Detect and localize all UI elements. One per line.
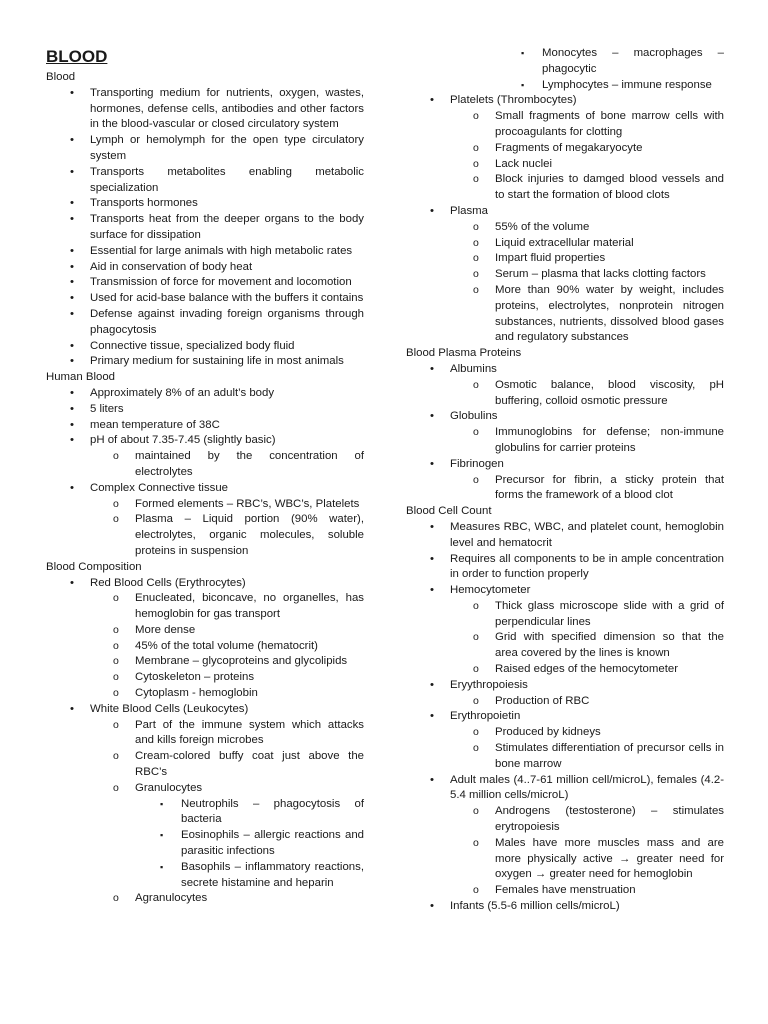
list-item-text: Primary medium for sustaining life in most animals [90, 355, 344, 368]
list-item-text: Eryythropoiesis [450, 678, 528, 691]
bullet-list-level-2 [450, 220, 724, 346]
list-item-text: Osmotic balance, blood viscosity, pH buffering, colloid osmotic pressure [495, 378, 724, 407]
list-item [495, 883, 724, 899]
list-item [90, 86, 364, 133]
list-item-text: Albumins [450, 362, 497, 375]
list-item-text: Platelets (Thrombocytes) [450, 94, 577, 107]
list-item-text: Formed elements – RBC’s, WBC’s, Platelets [135, 497, 360, 510]
list-item-text: Cytoskeleton – proteins [135, 671, 255, 684]
list-item-text: Males have more muscles mass and are more physically active → greater need for oxygen → greater need for hemoglobin [495, 836, 724, 881]
list-item [90, 133, 364, 165]
list-item [450, 773, 724, 899]
list-item [90, 433, 364, 480]
list-item-text: Membrane – glycoproteins and glycolipids [135, 655, 348, 668]
list-item [495, 662, 724, 678]
list-item-text: Adult males (4..7-61 million cell/microL), females (4.2-5.4 million cells/microL) [450, 773, 724, 802]
bullet-list-level-2 [450, 694, 724, 710]
list-item [450, 709, 724, 772]
list-item-text: Plasma – Liquid portion (90% water), electrolytes, organic molecules, soluble proteins in suspension [135, 513, 364, 557]
section-heading: Blood Composition [46, 560, 142, 573]
list-item [90, 354, 364, 370]
list-item-text: mean temperature of 38C [90, 418, 220, 431]
list-item-text: Red Blood Cells (Erythrocytes) [90, 576, 246, 589]
list-item [495, 378, 724, 410]
list-item-text: Immunoglobins for defense; non-immune globulins for carrier proteins [495, 426, 724, 454]
list-item [450, 93, 724, 204]
list-item [90, 260, 364, 276]
list-item [135, 497, 364, 513]
list-item [135, 449, 364, 481]
list-item-text: Enucleated, biconcave, no organelles, has hemoglobin for gas transport [135, 592, 364, 621]
bullet-list-level-1 [46, 86, 364, 370]
list-item [90, 339, 364, 355]
document-title: BLOOD [46, 47, 108, 66]
list-item [450, 552, 724, 584]
section-heading: Blood [46, 71, 76, 83]
list-item [495, 425, 724, 457]
list-item [90, 196, 364, 212]
list-item [135, 654, 364, 670]
list-item-text: Hemocytometer [450, 584, 531, 597]
bullet-list-level-2 [450, 599, 724, 678]
section-heading: Blood Cell Count [406, 505, 492, 518]
bullet-list-level-1 [46, 386, 364, 560]
bullet-list-level-2 [90, 449, 364, 481]
list-item [495, 630, 724, 662]
list-item-text: Monocytes – macrophages – phagocytic [542, 47, 724, 75]
list-item [181, 828, 364, 860]
list-item-text: More dense [135, 623, 196, 636]
list-item-text: Agranulocytes [135, 892, 208, 905]
list-item [90, 702, 364, 907]
list-item-text: maintained by the concentration of electrolytes [135, 450, 364, 478]
list-item-text: Transports heat from the deeper organs to the body surface for dissipation [90, 213, 364, 241]
list-item [495, 251, 724, 267]
list-item [135, 891, 364, 907]
list-item-text: Essential for large animals with high metabolic rates [90, 244, 353, 257]
left-column [46, 46, 364, 907]
bullet-list-level-2 [90, 497, 364, 560]
list-item [90, 386, 364, 402]
list-item [450, 583, 724, 678]
list-item-text: Raised edges of the hemocytometer [495, 663, 678, 676]
bullet-list-level-2 [450, 378, 724, 410]
list-item-text: Defense against invading foreign organisms through phagocytosis [90, 307, 364, 336]
list-item-text: Fragments of megakaryocyte [495, 141, 643, 154]
list-item-text: Granulocytes [135, 781, 203, 794]
list-item [495, 141, 724, 157]
list-item [495, 741, 724, 773]
bullet-list-level-3 [135, 797, 364, 892]
bullet-list-level-3 [406, 46, 724, 93]
list-item [450, 362, 724, 409]
list-item-text: Cytoplasm - hemoglobin [135, 687, 258, 700]
list-item [135, 718, 364, 750]
list-item [135, 686, 364, 702]
list-item-text: Cream-colored buffy coat just above the RBC’s [135, 750, 364, 779]
list-item [495, 804, 724, 836]
list-item [495, 157, 724, 173]
list-item [450, 899, 724, 915]
list-item [135, 623, 364, 639]
bullet-list-level-1 [406, 520, 724, 915]
list-item [135, 591, 364, 623]
list-item [135, 670, 364, 686]
list-item [450, 678, 724, 710]
list-item-text: Precursor for fibrin, a sticky protein that forms the framework of a blood clot [495, 473, 724, 502]
list-item-text: Plasma [450, 204, 488, 217]
list-item [90, 402, 364, 418]
list-item [495, 694, 724, 710]
list-item [181, 797, 364, 829]
list-item [450, 457, 724, 504]
list-item [495, 836, 724, 883]
bullet-list-level-2 [450, 473, 724, 505]
bullet-list-level-2 [90, 591, 364, 702]
list-item-text: Lack nuclei [495, 157, 552, 170]
list-item [495, 172, 724, 204]
list-item-text: 55% of the volume [495, 220, 590, 233]
bullet-list-level-2 [450, 109, 724, 204]
list-item-text: Measures RBC, WBC, and platelet count, hemoglobin level and hematocrit [450, 520, 724, 549]
list-item-text: Thick glass microscope slide with a grid of perpendicular lines [495, 599, 724, 628]
bullet-list-level-2 [450, 804, 724, 899]
list-item-text: Complex Connective tissue [90, 481, 229, 494]
list-item [90, 244, 364, 260]
list-item [90, 481, 364, 560]
list-item-text: Transmission of force for movement and locomotion [90, 276, 352, 289]
list-item-text: Lymphocytes – immune response [542, 78, 712, 91]
list-item-text: Stimulates differentiation of precursor cells in bone marrow [495, 742, 724, 770]
list-item-text: Approximately 8% of an adult’s body [90, 386, 275, 399]
list-item-text: Erythropoietin [450, 710, 521, 723]
list-item [542, 46, 724, 78]
list-item-text: Liquid extracellular material [495, 236, 634, 249]
list-item [90, 291, 364, 307]
list-item-text: Infants (5.5-6 million cells/microL) [450, 900, 620, 913]
list-item-text: Aid in conservation of body heat [90, 260, 253, 273]
list-item [495, 109, 724, 141]
list-item-text: Transports metabolites enabling metabolic specialization [90, 165, 364, 194]
bullet-list-level-1 [406, 93, 724, 346]
list-item [542, 78, 724, 94]
bullet-list-level-2 [450, 425, 724, 457]
list-item [90, 576, 364, 702]
bullet-list-level-1 [46, 576, 364, 908]
list-item-text: Connective tissue, specialized body fluid [90, 339, 295, 352]
list-item-text: Grid with specified dimension so that the area covered by the lines is known [495, 631, 724, 660]
list-item-text: Eosinophils – allergic reactions and parasitic infections [181, 829, 364, 858]
list-item [135, 512, 364, 559]
list-item-text: Basophils – inflammatory reactions, secrete histamine and heparin [181, 860, 364, 889]
list-item-text: Produced by kidneys [495, 726, 601, 739]
list-item [90, 307, 364, 339]
list-item [495, 267, 724, 283]
list-item [90, 212, 364, 244]
list-item-text: Fibrinogen [450, 457, 504, 470]
list-item-text: Used for acid-base balance with the buffers it contains [90, 292, 364, 305]
list-item-text: Block injuries to damged blood vessels and to start the formation of blood clots [495, 173, 724, 202]
list-item-text: Females have menstruation [495, 884, 636, 897]
list-item-text: pH of about 7.35-7.45 (slightly basic) [90, 434, 276, 447]
list-item-text: More than 90% water by weight, includes proteins, electrolytes, nonprotein nitrogen substances, nutrients, dissolved blood gases and regulatory substances [495, 283, 724, 344]
list-item-text: Small fragments of bone marrow cells with procoagulants for clotting [495, 110, 724, 138]
list-item-text: Serum – plasma that lacks clotting factors [495, 268, 706, 281]
right-column [406, 46, 724, 915]
list-item [90, 275, 364, 291]
list-item [495, 236, 724, 252]
list-item-text: Part of the immune system which attacks and kills foreign microbes [135, 718, 364, 747]
list-item-text: 5 liters [90, 402, 124, 415]
list-item-text: Transporting medium for nutrients, oxygen, wastes, hormones, defense cells, antibodies and other factors in the blood-vascular or closed circulatory system [90, 86, 364, 131]
section-heading: Human Blood [46, 371, 116, 384]
list-item [450, 409, 724, 456]
list-item-text: 45% of the total volume (hematocrit) [135, 639, 318, 652]
list-item-text: Impart fluid properties [495, 252, 606, 265]
list-item-text: Production of RBC [495, 694, 590, 707]
list-item [90, 418, 364, 434]
list-item [450, 520, 724, 552]
bullet-list-level-1 [406, 362, 724, 504]
section-heading: Blood Plasma Proteins [406, 347, 522, 360]
list-item-text: Lymph or hemolymph for the open type circulatory system [90, 134, 364, 162]
list-item-text: Neutrophils – phagocytosis of bacteria [181, 797, 364, 826]
list-item [495, 725, 724, 741]
list-item [495, 599, 724, 631]
list-item [181, 860, 364, 892]
list-item-text: White Blood Cells (Leukocytes) [90, 702, 249, 715]
list-item-text: Globulins [450, 410, 498, 423]
bullet-list-level-2 [450, 725, 724, 772]
list-item-text: Transports hormones [90, 197, 198, 210]
list-item [135, 639, 364, 655]
list-item-text: Androgens (testosterone) – stimulates erytropoiesis [495, 805, 724, 834]
list-item [495, 283, 724, 346]
list-item [90, 165, 364, 197]
list-item [495, 473, 724, 505]
list-item [135, 781, 364, 892]
bullet-list-level-2 [90, 718, 364, 908]
list-item-text: Requires all components to be in ample concentration in order to function properly [450, 552, 724, 581]
list-item [135, 749, 364, 781]
list-item [450, 204, 724, 346]
list-item [495, 220, 724, 236]
